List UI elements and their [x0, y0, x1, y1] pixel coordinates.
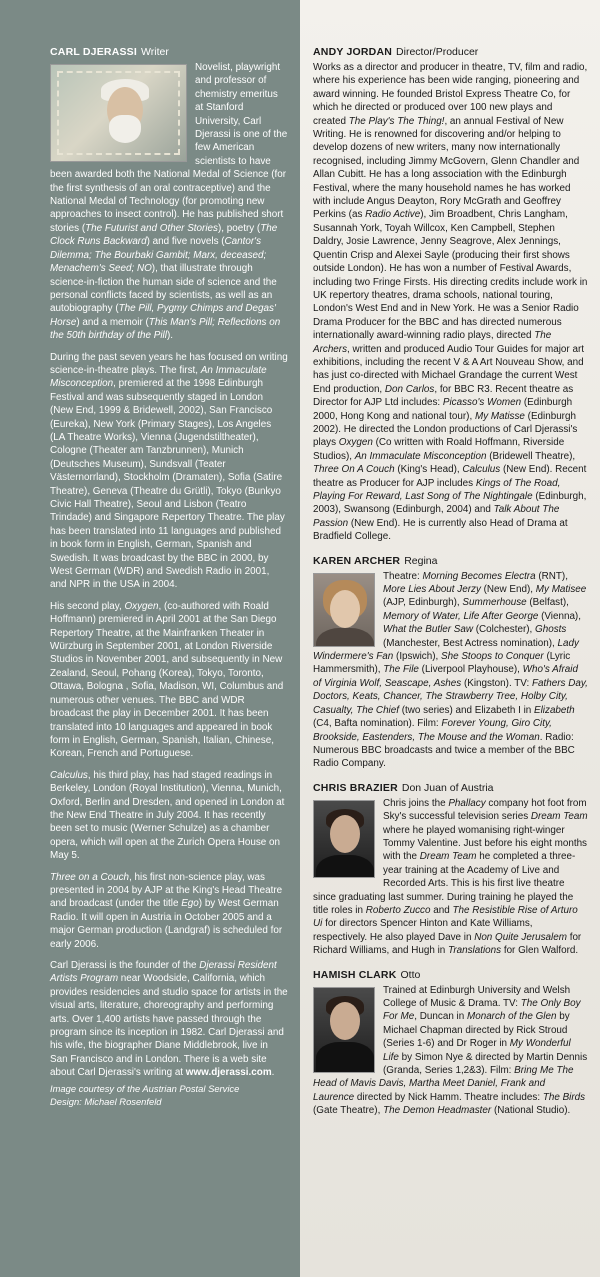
text-run: (Manchester, Best Actress nomination), — [383, 637, 558, 649]
text-run: (Belfast), — [526, 597, 569, 609]
text-run: Picasso's Women — [442, 397, 522, 409]
text-run: by Simon Nye & directed by Martin Dennis (Granda, Series 1,2&3). Film: — [383, 1051, 588, 1077]
text-run: (Vienna), — [538, 610, 581, 622]
bio-carl-djerassi — [50, 61, 288, 1080]
text-run: ) and five novels ( — [146, 236, 225, 248]
text-run: Dream Team — [530, 811, 588, 823]
bio-name: ANDY JORDAN — [313, 46, 393, 58]
bio-andy-jordan — [313, 61, 588, 544]
bio-role: Writer — [141, 46, 169, 58]
bio-role: Director/Producer — [396, 46, 479, 58]
bio-name: HAMISH CLARK — [313, 968, 397, 981]
text-run: Non Quite Jerusalem — [474, 931, 567, 943]
text-run: Lady Windermere's Fan — [313, 637, 579, 663]
text-run: (C4, Bafta nomination). Film: — [313, 718, 442, 730]
text-run: (Edinburgh 2000, Hong Kong and national tour), — [313, 397, 573, 422]
text-run: Chris joins the — [383, 797, 449, 809]
text-run: Theatre: — [383, 570, 423, 582]
text-run: ), poetry ( — [217, 222, 261, 234]
bio-heading-andy-jordan — [313, 44, 588, 59]
text-run: for Richard Williams, and Hugh in — [313, 931, 582, 957]
text-run: (Liverpool Playhouse), — [418, 664, 523, 676]
text-run: Works as a director and producer in theatre, TV, film and radio, where his experience has been wide ranging, pioneering and award winning. He founded Bristol Express Theatre Co, for which he directed or produced over 100 new plays and created — [313, 62, 588, 127]
text-run: Three on a Couch — [50, 871, 130, 883]
text-run: Phallacy — [448, 797, 486, 809]
text-run: for directors Spencer Hinton and Kate Williams, respectively. He also played Dave in — [313, 918, 533, 943]
text-run: Fathers Day, Doctors, Keats, Chancer, The Strawberry Tree, Holby City, Casualty, The Chief — [313, 677, 588, 716]
text-run: (Gate Theatre), — [313, 1105, 384, 1117]
text-run: Talk About The Passion — [313, 504, 560, 529]
text-run: , his first non-science play, was presented in 2004 by AJP at the King's Head Theatre and broadcast (under the title — [50, 871, 283, 910]
text-run: My Matisse — [474, 410, 525, 422]
text-run: Roberto Zucco — [365, 904, 431, 916]
bio-paragraph — [50, 871, 288, 951]
text-run: (Co written with Roald Hoffmann, Riverside Studios), — [313, 437, 565, 462]
text-run: The Clock Runs Backward — [50, 222, 278, 248]
bio-hamish-clark — [313, 984, 588, 1127]
text-run: ), Jim Broadbent, Chris Langham, Susannah York, Toyah Willcox, Ken Campbell, Stephen Daldry, Josie Lawrence, Jenny Seagrove, Alex Jennings, Quentin Crisp and Alexei Sayle (producing their first shows outside London). He has won a number of Festival Awards, including two Fringe Firsts. His directing credits include work in UK repertory theatres, drama schools, national touring, London's West End and in New York. He was a Senior Radio Drama Producer for the BBC and has directed numerous internationally award-winning radio plays, directed — [313, 209, 588, 342]
text-run: , his third play, has had staged readings in Berkeley, London (Royal Institution), Vienna, Munich, Oxford, Berlin and Dresden, and opened in London at the New End Theatre in July 2004. It has recently been set to music (Werner Schulze) as a chamber opera, which will open at the Zurich Opera House on May 5. — [50, 769, 285, 862]
text-run: Trained at Edinburgh University and Welsh College of Music & Drama. TV: — [383, 984, 571, 1009]
text-run: , Duncan in — [414, 1011, 467, 1023]
text-run: Radio Active — [365, 209, 421, 221]
bio-paragraph — [50, 600, 288, 761]
text-run: (King's Head), — [394, 464, 463, 476]
text-run: Elizabeth — [534, 704, 575, 716]
text-run: The Pill, Pygmy Chimps and Degas' Horse — [50, 303, 276, 328]
bio-name: CARL DJERASSI — [50, 46, 138, 58]
bio-paragraph — [50, 959, 288, 1080]
text-run: (New End), — [480, 584, 536, 596]
text-run: (New End). Recent theatre as Producer for AJP includes — [313, 464, 587, 489]
bio-heading-chris-brazier — [313, 780, 588, 795]
text-run: (Edinburgh 2002). He directed the London productions of Carl Djerassi's plays — [313, 410, 578, 449]
text-run: Bring Me The Head of Mavis Davis, Martha Meet Daniel, Frank and Laurence — [313, 1065, 574, 1103]
text-run: Who's Afraid of Virginia Wolf, Seascape, Ashes — [313, 664, 578, 689]
text-run: Oxygen — [124, 600, 159, 612]
bio-name: KAREN ARCHER — [313, 554, 401, 567]
text-run: , (co-authored with Roald Hoffmann) premiered in April 2001 at the San Diego Repertory Theatre, at the Mainfranken Theater in Würzburg in September 2001, at London Riverside Studios in November 2001, and subsequently in New Zealand, Seoul, Pohang (Korea), Tokyo, Toronto, Ottawa, Bologna , Sofia, Madison, WI, Columbus and numerous other venues. The BBC and WDR broadcast the play in December 2001. It has been translated into 10 languages and appeared in book form in English, German, Spanish, Italian, Chinese, Korean, French and Portuguese. — [50, 600, 284, 760]
text-run: near Woodside, California, which provides residencies and studio space for artists in the visual arts, literature, choreography and performing arts. Over 1,400 artists have passed through the program since its inception in 1982. Carl Djerassi and his wife, the biographer Diane Middlebrook, live in San Francisco and in London. There is a web site about Carl Djerassi's writing at — [50, 973, 288, 1079]
text-run: The Birds — [542, 1091, 586, 1103]
bio-karen-archer — [313, 570, 588, 780]
text-run: (AJP, Edinburgh), — [383, 597, 463, 609]
bio-role: Otto — [400, 968, 421, 981]
text-run: Carl Djerassi is the founder of the — [50, 960, 200, 971]
right-column — [300, 0, 600, 1277]
text-run: where he played womanising right-winger Tommy Valentine. Just before his eight months with the — [383, 824, 587, 863]
text-run: An Immaculate Misconception — [354, 450, 487, 462]
text-run: (New End). He is currently also Head of Drama at Bradfield College. — [313, 517, 568, 543]
text-run: The Archers — [313, 330, 552, 355]
text-run: , for BBC R3. Recent theatre as Director for AJP Ltd includes: — [313, 383, 574, 409]
text-run: Ego — [181, 898, 199, 910]
text-run: Djerassi Resident Artists Program — [50, 960, 277, 985]
text-run: The Futurist and Other Stories — [85, 222, 218, 234]
text-run: (Ipswich), — [393, 651, 442, 663]
text-run: , premiered at the 1998 Edinburgh Festival and was subsequently staged in London (New End, 1999 & Bridewell, 2002), San Francisco (Eureka), New York (Primary Stages), Los Angeles (LA Theatre Works), Vienna (Jugendstiltheater), Cologne (Theater am Tanzbrunnen), Munich (Deutsches Museum), Sundsvall (Teater Västernorrland), Stockholm (Dramaten), Sofia (Satire Theatre), Geneva (Theatre du Grütli), Tokyo (Bunkyo Civic Hall Theatre), Seoul and Lisbon (Teatro Trindade) and Singapore Repertory Theatre. The play has been translated into 11 languages and published in book form in English, German, Spanish and Swedish. It was broadcast by the BBC in 2000, by West German (WDR) and Swedish Radio in 2001, and NPR in the USA in 2004. — [50, 378, 285, 591]
text-run: , written and produced Audio Tour Guides for major art exhibitions, including the recent V & A Art Nouveau Show, and has just co-directed with Michael Grandage the current West End production, — [313, 343, 584, 395]
text-run: Novelist, playwright and professor of chemistry emeritus at Stanford University, Carl Djerassi is one of the few American scientists to have been awarded both the National Medal of Science (for the first synthesis of an oral contraceptive) and the National Medal of Technology (for promoting new approaches to insect control). He has published short stories ( — [50, 62, 288, 234]
karen-archer-headshot-icon — [313, 573, 375, 647]
hamish-clark-headshot-icon — [313, 987, 375, 1073]
bio-role: Regina — [404, 554, 438, 567]
text-run: ), that illustrate through science-in-fiction the human side of science and the personal conflicts faced by scientists, as well as an autobiography ( — [50, 263, 277, 315]
bio-heading-hamish-clark — [313, 967, 588, 982]
bio-chris-brazier — [313, 797, 588, 967]
bio-paragraph — [50, 769, 288, 863]
text-run: Oxygen — [338, 437, 373, 449]
text-run: and — [430, 904, 453, 916]
text-run: by Michael Chapman directed by Rick Stroud (Series 1-6) and Dr Roger in — [383, 1011, 570, 1050]
text-run: She Stoops to Conquer — [441, 651, 544, 663]
portrait-stamp-icon — [50, 64, 187, 162]
text-run: for Glen Walford. — [501, 945, 579, 957]
text-run: More Lies About Jerzy — [383, 584, 481, 596]
text-run: company hot foot from Sky's successful television series — [383, 797, 587, 823]
text-run: An Immaculate Misconception — [50, 364, 267, 390]
text-run: The Resistible Rise of Arturo Ui — [313, 904, 578, 930]
text-run: ) and a memoir ( — [76, 316, 149, 328]
bio-paragraph — [50, 351, 288, 592]
text-run: (RNT), — [535, 570, 568, 582]
text-run: During the past seven years he has focused on writing science-in-theatre plays. The first, — [50, 351, 288, 376]
text-run: Forever Young, Giro City, Brookside, Eastenders, The Mouse and the Woman — [313, 718, 552, 743]
text-run: His second play, — [50, 600, 125, 612]
text-run: (Lyric Hammersmith), — [313, 651, 571, 676]
text-run: Translations — [448, 945, 502, 957]
text-run: Calculus — [50, 769, 88, 781]
text-run: . — [271, 1067, 275, 1079]
bio-role: Don Juan of Austria — [401, 781, 494, 794]
text-run: Cantor's Dilemma; The Bourbaki Gambit; Marx, deceased; Menachem's Seed; NO — [50, 236, 267, 275]
text-run: Calculus — [462, 464, 501, 476]
text-run: What the Butler Saw — [383, 624, 474, 636]
text-run: My Matisee — [535, 584, 587, 596]
text-run: The Play's The Thing! — [348, 115, 445, 127]
text-run: (Bridewell Theatre), — [486, 450, 576, 462]
text-run: Kings of The Road, Playing For Reward, Last Song of The Nightingale — [313, 477, 561, 502]
text-run: (Edinburgh, 2003), Swansong (Edinburgh, 2004) and — [313, 491, 587, 516]
text-run: Monarch of the Glen — [466, 1011, 557, 1023]
text-run: directed by Nick Hamm. Theatre includes: — [354, 1091, 543, 1103]
text-run: (two series) and Elizabeth I in — [399, 704, 535, 716]
image-credit: Image courtesy of the Austrian Postal Service — [50, 1082, 240, 1094]
design-credit: Design: Michael Rosenfeld — [50, 1095, 162, 1107]
website-link[interactable]: www.djerassi.com — [185, 1067, 272, 1079]
bio-heading-karen-archer — [313, 553, 588, 568]
text-run: Ghosts — [535, 624, 567, 636]
text-run: , an annual Festival of New Writing. He is renowned for discovering and/or helping to develop dozens of new writers, many now internationally recognised, including Jimmy McGovern, Glenn Chandler and Allan Cubitt. He has a long association with the Edinburgh Festival, where the many household names he has worked with include Angus Deayton, Rory McGrath and Geoffrey Perkins (as — [313, 115, 580, 221]
text-run: Three On A Couch — [313, 464, 395, 476]
text-run: (Colchester), — [473, 624, 536, 636]
text-run: Morning Becomes Electra — [422, 570, 536, 582]
text-run: (National Studio). — [491, 1105, 571, 1117]
text-run: he completed a three-year training at the Academy of Live and Recorded Arts. This is his first live theatre since graduating last summer. During training he played the title roles in — [313, 851, 576, 916]
text-run: ) by West German Radio. It will open in Austria in October 2005 and a major German production (Landgraf) is scheduled for early 2006. — [50, 898, 283, 950]
text-run: Memory of Water, Life After George — [383, 610, 539, 622]
text-run: The Only Boy For Me — [383, 998, 581, 1023]
text-run: Don Carlos — [384, 383, 435, 395]
chris-brazier-headshot-icon — [313, 800, 375, 878]
text-run: ). — [166, 330, 173, 342]
text-run: My Wonderful Life — [383, 1038, 571, 1063]
text-run: . Radio: Numerous BBC broadcasts and twice a member of the BBC Radio Company. — [313, 731, 575, 770]
text-run: (Kingston). TV: — [461, 677, 533, 689]
text-run: Summerhouse — [462, 597, 527, 609]
bio-name: CHRIS BRAZIER — [313, 781, 398, 794]
text-run: This Man's Pill; Reflections on the 50th birthday of the Pill — [50, 316, 281, 342]
text-run: The File — [383, 664, 419, 676]
text-run: The Demon Headmaster — [383, 1105, 492, 1117]
text-run: Dream Team — [419, 851, 477, 863]
bio-heading-carl-djerassi — [50, 44, 288, 59]
